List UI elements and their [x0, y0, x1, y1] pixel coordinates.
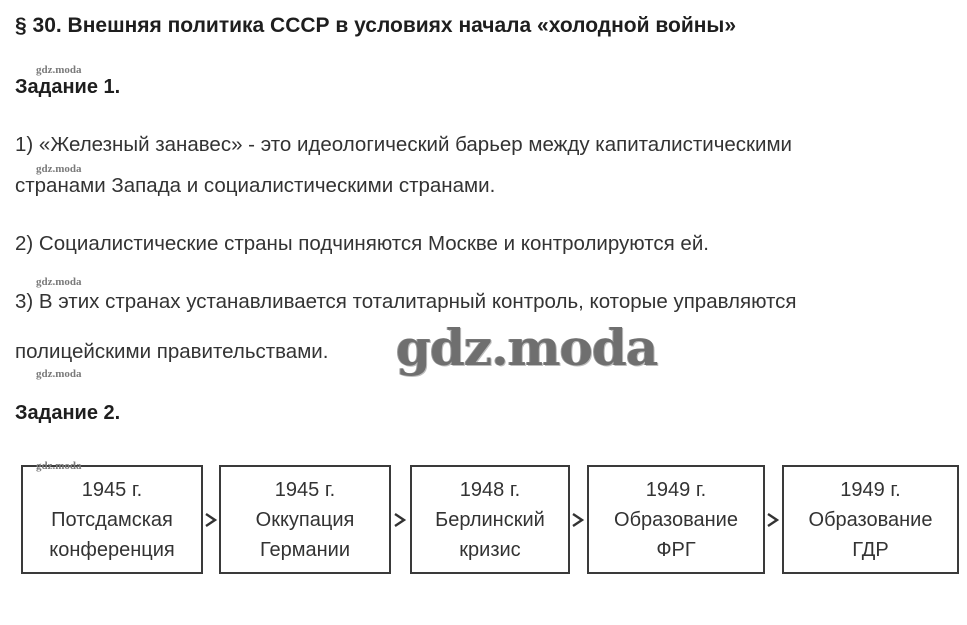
timeline-event-line2: ФРГ — [656, 538, 696, 561]
arrow-right-icon — [570, 510, 586, 530]
task-2-heading: Задание 2. — [15, 402, 121, 424]
timeline-event-line2: ГДР — [852, 538, 889, 561]
timeline-event-line2: кризис — [459, 538, 521, 561]
task-1-line-4: 3) В этих странах устанавливается тоталитарный контроль, которые управляются — [15, 290, 797, 313]
task-1-line-2: странами Запада и социалистическими странами. — [15, 174, 496, 197]
watermark-small: gdz.moda — [36, 163, 82, 175]
arrow-right-icon — [765, 510, 781, 530]
watermark-logo: gdz.moda — [396, 318, 658, 377]
watermark-small: gdz.moda — [36, 64, 82, 76]
timeline-year: 1949 г. — [645, 478, 707, 501]
watermark-small: gdz.moda — [36, 368, 82, 380]
timeline-box — [782, 465, 959, 574]
timeline-event-line1: Оккупация — [255, 508, 355, 531]
timeline-event-line1: Потсдамская — [51, 508, 173, 531]
watermark-small: gdz.moda — [36, 460, 82, 472]
timeline-year: 1948 г. — [459, 478, 521, 501]
watermark-small: gdz.moda — [36, 276, 82, 288]
timeline-event-line1: Образование — [808, 508, 933, 531]
arrow-right-icon — [392, 510, 408, 530]
timeline-event-line2: конференция — [49, 538, 175, 561]
page-title: § 30. Внешняя политика СССР в условиях начала «холодной войны» — [15, 14, 737, 37]
task-1-line-1: 1) «Железный занавес» - это идеологический барьер между капиталистическими — [15, 133, 793, 156]
task-1-line-3: 2) Социалистические страны подчиняются Москве и контролируются ей. — [15, 232, 709, 255]
timeline-year: 1945 г. — [81, 478, 143, 501]
timeline-box — [21, 465, 203, 574]
timeline-box — [219, 465, 391, 574]
timeline-event-line1: Образование — [614, 508, 738, 531]
timeline-box — [410, 465, 570, 574]
arrow-right-icon — [203, 510, 219, 530]
timeline-year: 1949 г. — [840, 478, 901, 501]
timeline-box — [587, 465, 765, 574]
timeline-event-line2: Германии — [260, 538, 350, 561]
timeline-event-line1: Берлинский — [435, 508, 545, 531]
task-1-line-5: полицейскими правительствами. — [15, 340, 329, 363]
task-1-heading: Задание 1. — [15, 76, 121, 98]
timeline-year: 1945 г. — [274, 478, 336, 501]
